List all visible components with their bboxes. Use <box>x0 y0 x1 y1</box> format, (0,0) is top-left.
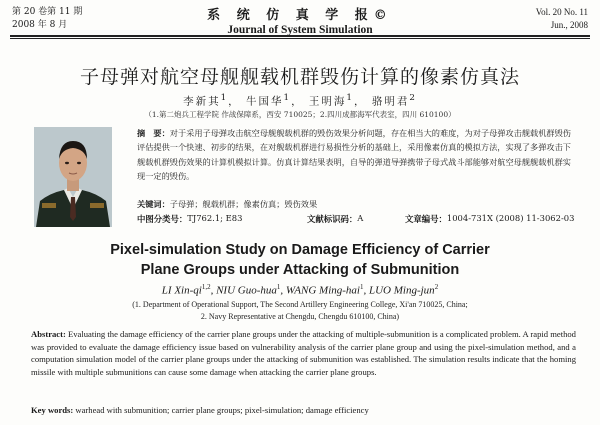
volume-issue-cn: 第 20 卷第 11 期 <box>12 7 83 17</box>
author-name-cn: 王明海 <box>308 95 347 108</box>
author-list-cn: 李新其$^1$， 牛国华$^1$， 王明海$^1$， 骆明君$^2$ <box>183 93 417 108</box>
author-affil-mark: 2 <box>409 93 417 103</box>
author-list-en: LI Xin-qi$^{1,2}$, NIU Guo-hua$^1$, WANG Ming-hai$^1$, LUO Ming-jun$^2$ <box>161 283 439 297</box>
author-affil-mark: 1 <box>220 93 229 103</box>
author-name-cn: 骆明君 <box>371 95 410 108</box>
keywords-en <box>31 405 576 415</box>
author-affil-mark: 1 <box>359 283 364 291</box>
author-affil-mark: 1 <box>276 283 281 291</box>
paper-title-en: Pixel-simulation Study on Damage Efficiency of Carrier Plane Groups under Attacking of Submunition <box>110 242 490 278</box>
abstract-en <box>31 328 576 378</box>
author-affil-mark: 1,2 <box>201 283 211 291</box>
abstract-en-text: Evaluating the damage efficiency of the carrier plane groups under the attacking of multiple-submunition is a complicated problem. A rapid method was provided to evaluate the damage efficiency issue based on vulnerability analysis of the carrier plane group and using the pixel-simulation method, and a computation simulation model of the carrier plane groups under the attacking of submunition was established. The simulation results indicate that the homing missile with multiple submunitions can cause some damage when attacking the carrier plane groups. <box>31 329 576 377</box>
author-name-en: LUO Ming-jun <box>368 284 435 297</box>
affiliation-cn: （1.第二炮兵工程学院 作战保障系，西安 710025；2.四川成都海军代表室，四川 610100） <box>144 110 456 119</box>
affiliation-en-line2: 2. Navy Representative at Chengdu, Chengdu 610100, China) <box>200 312 400 321</box>
affiliation-en <box>0 299 600 323</box>
header-rule <box>10 35 590 37</box>
journal-title-en: Journal of System Simulation <box>227 24 373 36</box>
author-affil-mark: 1 <box>346 93 354 103</box>
doc-code-value: A <box>357 213 364 223</box>
keywords-cn-text: 子母弹；舰载机群；像素仿真；毁伤效果 <box>169 199 318 209</box>
document-code <box>307 213 364 225</box>
article-number <box>405 213 575 225</box>
author-name-cn: 李新其 <box>183 95 221 108</box>
volume-issue-en: Vol. 20 No. 11 <box>535 7 588 17</box>
abstract-cn <box>137 126 577 183</box>
header-right <box>536 6 588 32</box>
article-no-value: 1004-731X (2008) 11-3062-03 <box>446 213 575 223</box>
author-affil-mark: 2 <box>434 283 439 291</box>
author-name-en: WANG Ming-hai <box>285 284 360 297</box>
author-affil-mark: 1 <box>283 93 292 103</box>
author-name-en: LI Xin-qi <box>161 284 202 297</box>
keywords-en-label: Key words: <box>31 405 74 415</box>
clc-label: 中图分类号： <box>137 214 188 224</box>
keywords-cn-label: 关键词： <box>137 199 170 209</box>
abstract-cn-text: 对于采用子母弹攻击航空母舰舰载机群的毁伤效果分析问题，存在相当大的难度，为对子母弹攻击舰载机群毁伤评估提供一个快速、初步的结果，在对舰载机群进行易损性分析的基础上，采用像素仿真的模拟方法，实现了多弹攻击下舰载机群毁伤效果的计算机模拟计算。仿真计算结果表明，自导的弹道导弹携带子母式战斗部能够对航空母舰舰载机群实现一定的毁伤。 <box>137 128 571 181</box>
clc-value: TJ762.1; E83 <box>187 213 243 223</box>
affiliation-en-line1: (1. Department of Operational Support, The Second Artillery Engineering College, Xi'an 710025, China; <box>132 300 468 309</box>
journal-masthead <box>0 4 600 36</box>
author-name-en: NIU Guo-hua <box>216 284 277 297</box>
author-photo <box>34 127 112 227</box>
abstract-cn-label: 摘 要： <box>137 128 170 138</box>
abstract-en-label: Abstract: <box>31 329 66 339</box>
author-name-cn: 牛国华 <box>246 95 284 108</box>
header-rule-thin <box>10 38 590 39</box>
journal-title-cn: 系 统 仿 真 学 报© <box>207 8 393 23</box>
article-no-label: 文章编号： <box>405 214 447 224</box>
doc-code-label: 文献标识码： <box>307 214 358 224</box>
author-portrait-image <box>34 127 112 227</box>
keywords-en-text: warhead with submunition; carrier plane groups; pixel-simulation; damage efficiency <box>75 405 369 415</box>
clc-number <box>137 213 243 225</box>
paper-title-cn: 子母弹对航空母舰舰载机群毁伤计算的像素仿真法 <box>79 66 520 88</box>
date-cn: 2008 年 8 月 <box>12 20 68 30</box>
keywords-cn <box>137 199 577 210</box>
date-en: Jun., 2008 <box>550 20 588 30</box>
